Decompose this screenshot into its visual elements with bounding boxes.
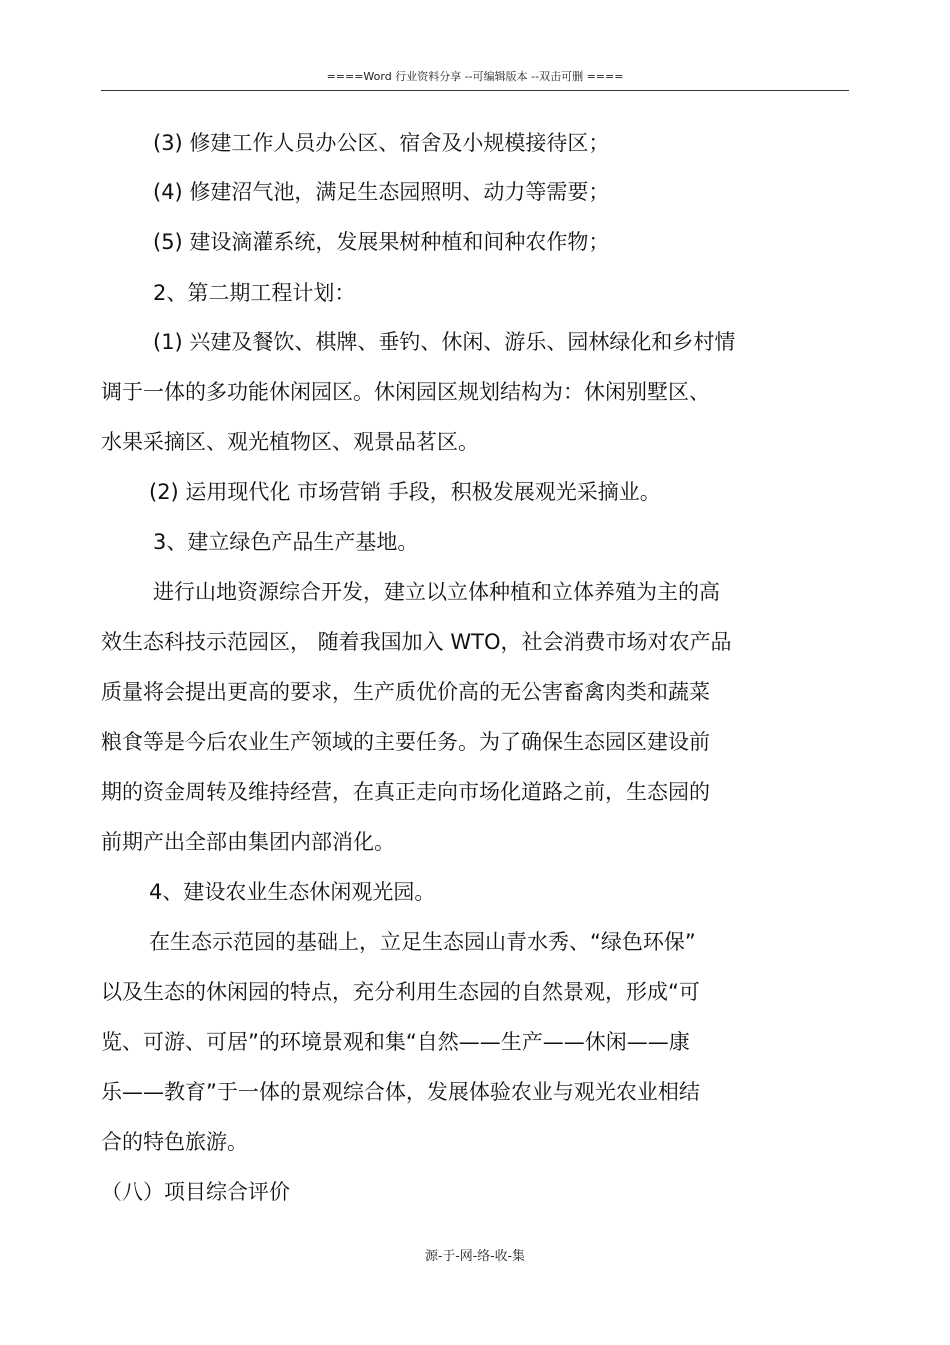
body-line: (1) 兴建及餐饮、棋牌、垂钓、休闲、游乐、园林绿化和乡村情	[153, 330, 736, 354]
body-line: (3) 修建工作人员办公区、宿舍及小规模接待区；	[153, 131, 610, 155]
page-footer: 源-于-网-络-收-集	[425, 1249, 525, 1264]
body-line: 前期产出全部由集团内部消化。	[101, 830, 395, 854]
body-line: 效生态科技示范园区， 随着我国加入 WTO，社会消费市场对农产品	[101, 630, 732, 654]
header-rule	[101, 90, 849, 91]
section-heading: 3、建立绿色产品生产基地。	[153, 530, 419, 554]
body-line: 合的特色旅游。	[101, 1130, 248, 1154]
body-line: 以及生态的休闲园的特点，充分利用生态园的自然景观，形成“可	[101, 980, 700, 1004]
body-line: 乐——教育”于一体的景观综合体，发展体验农业与观光农业相结	[101, 1080, 700, 1104]
body-line: 览、可游、可居”的环境景观和集“自然——生产——休闲——康	[101, 1030, 690, 1054]
page-header: ====Word 行业资料分享 --可编辑版本 --双击可删 ====	[326, 70, 624, 83]
body-line: 粮食等是今后农业生产领域的主要任务。为了确保生态园区建设前	[101, 730, 710, 754]
section-heading: （八）项目综合评价	[101, 1180, 290, 1204]
body-line: 水果采摘区、观光植物区、观景品茗区。	[101, 430, 479, 454]
body-line: 进行山地资源综合开发，建立以立体种植和立体养殖为主的高	[153, 580, 720, 604]
body-line: 质量将会提出更高的要求，生产质优价高的无公害畜禽肉类和蔬菜	[101, 680, 710, 704]
section-heading: 4、建设农业生态休闲观光园。	[149, 880, 436, 904]
section-heading: 2、第二期工程计划：	[153, 281, 356, 305]
body-line: (4) 修建沼气池，满足生态园照明、动力等需要；	[153, 180, 610, 204]
body-line: 调于一体的多功能休闲园区。休闲园区规划结构为：休闲别墅区、	[101, 380, 710, 404]
body-line: (5) 建设滴灌系统，发展果树种植和间种农作物；	[153, 230, 610, 254]
body-line: 在生态示范园的基础上，立足生态园山青水秀、“绿色环保”	[149, 930, 696, 954]
body-line: (2) 运用现代化 市场营销 手段，积极发展观光采摘业。	[149, 480, 661, 504]
body-line: 期的资金周转及维持经营，在真正走向市场化道路之前，生态园的	[101, 780, 710, 804]
